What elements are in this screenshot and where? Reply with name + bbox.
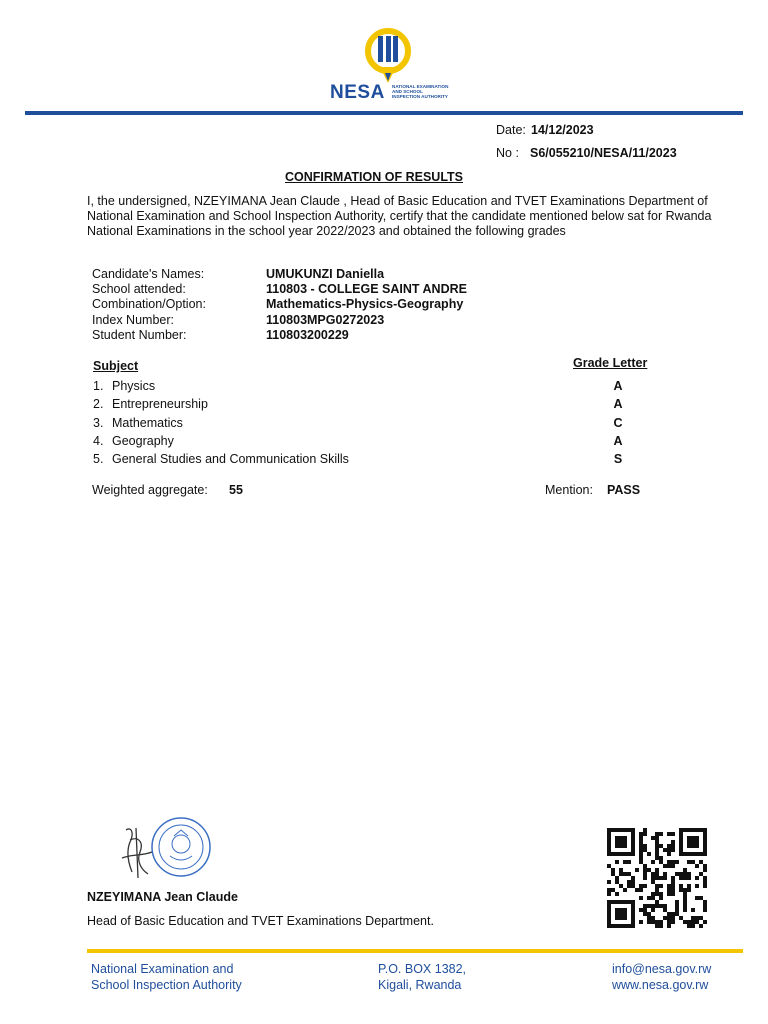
row-number: 3. xyxy=(93,416,104,430)
intro-paragraph: I, the undersigned, NZEYIMANA Jean Claude , Head of Basic Education and TVET Examinations Department of National Examination and School Inspection Authority, certify that the candidate mentioned below sat for Rwanda National Examinations in the school year 2022/2023 and obtained the following grades xyxy=(87,194,712,238)
grade-value: S xyxy=(613,452,623,466)
footer-divider xyxy=(87,949,743,953)
index-number-label: Index Number: xyxy=(92,313,174,327)
footer-website-link[interactable]: www.nesa.gov.rw xyxy=(612,977,709,992)
date-label: Date: xyxy=(496,123,526,137)
header-divider xyxy=(25,111,743,115)
row-number: 5. xyxy=(93,452,104,466)
footer-organization xyxy=(91,962,242,993)
number-label: No : xyxy=(496,146,519,160)
mention-label: Mention: xyxy=(545,483,593,497)
candidate-name-value: UMUKUNZI Daniella xyxy=(266,267,385,281)
official-seal-icon xyxy=(150,816,212,878)
subject-name: Mathematics xyxy=(112,416,183,430)
subject-name: Physics xyxy=(112,379,156,393)
footer-email-link[interactable]: info@nesa.gov.rw xyxy=(612,962,712,976)
row-number: 1. xyxy=(93,379,104,393)
subject-name: Geography xyxy=(112,434,174,448)
index-number-value: 110803MPG0272023 xyxy=(266,313,385,327)
school-value: 110803 - COLLEGE SAINT ANDRE xyxy=(266,282,467,296)
mention-value: PASS xyxy=(607,483,641,497)
footer-contact xyxy=(612,962,711,993)
logo-text: NESA xyxy=(330,82,385,103)
grade-value: A xyxy=(613,397,623,411)
aggregate-value: 55 xyxy=(229,483,243,497)
footer-address xyxy=(378,962,466,993)
aggregate-label: Weighted aggregate: xyxy=(92,483,208,497)
subject-name: General Studies and Communication Skills xyxy=(112,452,349,466)
row-number: 2. xyxy=(93,397,104,411)
footer-address-line1: P.O. BOX 1382, xyxy=(378,962,467,976)
date-value: 14/12/2023 xyxy=(531,123,594,137)
school-label: School attended: xyxy=(92,282,186,296)
logo-subtext: NATIONAL EXAMINATION AND SCHOOL INSPECTION AUTHORITY xyxy=(392,84,449,99)
subject-header: Subject xyxy=(93,359,139,373)
footer-org-line2: School Inspection Authority xyxy=(91,977,242,992)
qr-code-icon xyxy=(604,826,710,930)
footer-address-line2: Kigali, Rwanda xyxy=(378,977,462,992)
student-number-label: Student Number: xyxy=(92,328,187,342)
grade-value: A xyxy=(613,434,623,448)
subject-name: Entrepreneurship xyxy=(112,397,208,411)
number-value: S6/055210/NESA/11/2023 xyxy=(530,146,677,160)
signatory-role: Head of Basic Education and TVET Examinations Department. xyxy=(87,914,434,928)
document-title: CONFIRMATION OF RESULTS xyxy=(285,170,463,184)
combination-label: Combination/Option: xyxy=(92,297,206,311)
grade-value: A xyxy=(613,379,623,393)
footer-org-line1: National Examination and xyxy=(91,962,234,976)
candidate-name-label: Candidate's Names: xyxy=(92,267,205,281)
signatory-name: NZEYIMANA Jean Claude xyxy=(87,890,238,904)
combination-value: Mathematics-Physics-Geography xyxy=(266,297,464,311)
nesa-logo-icon xyxy=(358,27,418,85)
student-number-value: 110803200229 xyxy=(266,328,349,342)
row-number: 4. xyxy=(93,434,104,448)
grade-value: C xyxy=(613,416,623,430)
grade-header: Grade Letter xyxy=(573,356,648,370)
